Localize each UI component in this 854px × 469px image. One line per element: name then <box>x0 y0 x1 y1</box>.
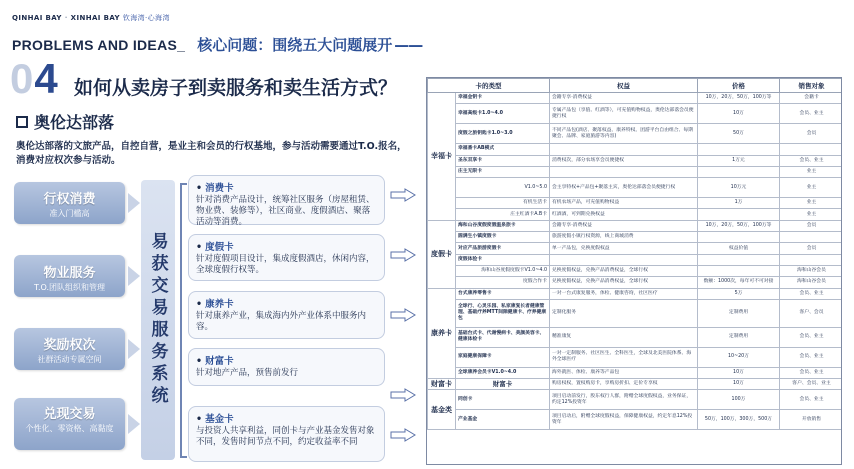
card-vacation <box>188 234 385 281</box>
table-cell-benefit <box>550 144 698 155</box>
table-cell-benefit: 专属产品包（享值、红酒等），可充值购物权益，奥伦达部落会员便捷行权 <box>550 104 698 124</box>
table-row <box>428 209 843 220</box>
table-row <box>428 93 843 104</box>
arrow-right-icon <box>128 414 140 434</box>
table-category-cell: 康养卡 <box>428 288 456 379</box>
table-cell-name: V1.0~5.0 <box>456 178 550 198</box>
table-cell-price <box>698 144 780 155</box>
table-cell-target: 海和山谷会员 <box>780 265 843 276</box>
section-heading <box>12 34 422 55</box>
table-cell-benefit: 一对一台式康复服务，体检、健康咨询，社区医疗 <box>550 288 698 299</box>
table-row <box>428 288 843 299</box>
page-question: 如何从卖房子到卖服务和卖生活方式？ <box>74 77 398 99</box>
table-cell-benefit: 项目启动前发行，股东权行人群，附赠全球度假权益，业务保证，约定12%投资年 <box>550 390 698 410</box>
brand-en-2: XINHAI BAY <box>70 14 120 22</box>
card-wealth <box>188 348 385 386</box>
club-title: 奥伦达部落 <box>34 113 115 132</box>
table-row <box>428 299 843 327</box>
section-heading-en: PROBLEMS AND IDEAS_ <box>12 37 186 53</box>
table-cell-target: 业主 <box>780 178 843 198</box>
table-cell-price: 10万，20万，50万，100万等 <box>698 220 780 231</box>
table-cell-name: 家庭健康保障卡 <box>456 347 550 367</box>
table-cell-benefit: 不同产品包(酒店、聚落权益、康养特权、团游平台自由组合、每期聚会、品牌、家庭旅游等内容) <box>550 124 698 144</box>
table-cell-name: 度假体验卡 <box>456 254 550 265</box>
table-header-cell: 价格 <box>698 79 780 93</box>
card-body: 针对康养产业，集成海内外产业体系中服务内容。 <box>196 311 367 332</box>
table-row <box>428 390 843 410</box>
table-cell-benefit: 旅游度假小镇行权资源，线上商城消费 <box>550 232 698 243</box>
left-block-title: 物业服务 <box>43 266 96 281</box>
table-row <box>428 410 843 430</box>
table-cell-name: 度假之旅钥匙卡1.0~3.0 <box>456 124 550 144</box>
section-heading-sub: 围绕五大问题展开 <box>272 36 393 54</box>
table-cell-name: 度假合作卡 <box>456 277 550 288</box>
table-cell-target: 会员 <box>780 220 843 231</box>
brand-en: QINHAI BAY <box>12 14 62 22</box>
table-row <box>428 254 843 265</box>
card-title: 基金卡 <box>205 414 234 425</box>
table-cell-name: 圆满生小镇度假卡 <box>456 232 550 243</box>
table-cell-benefit: 消费权次，部分农场享会员便捷权 <box>550 155 698 166</box>
table-row <box>428 104 843 124</box>
table-cell-target: 会员、业主 <box>780 390 843 410</box>
table-cell-target: 会员、业主 <box>780 367 843 378</box>
card-title: 消费卡 <box>205 183 234 194</box>
table-cell-name: 台式康养零售卡 <box>456 288 550 299</box>
table-cell-price: 10万 <box>698 104 780 124</box>
table-category-cell: 财富卡 <box>428 379 456 390</box>
table-row <box>428 220 843 231</box>
table-cell-target: 开放销售 <box>780 410 843 430</box>
bullet-icon: • <box>196 414 203 425</box>
card-table-grid <box>427 78 842 430</box>
table-row <box>428 327 843 347</box>
table-cell-benefit: 红酒酒，可到期兑换权益 <box>550 209 698 220</box>
outline-arrow-icon <box>390 188 416 202</box>
table-cell-benefit: 有机农场产品，可充值购物权益 <box>550 198 698 209</box>
left-block-consume <box>14 182 125 224</box>
section-number <box>10 55 59 102</box>
table-cell-benefit <box>550 166 698 177</box>
table-cell-price: 10万 <box>698 367 780 378</box>
table-cell-target: 业主 <box>780 198 843 209</box>
table-cell-target: 业主 <box>780 166 843 177</box>
table-cell-target: 客户、会员 <box>780 299 843 327</box>
bullet-icon: • <box>196 242 203 253</box>
table-cell-price <box>698 232 780 243</box>
card-fund <box>188 406 385 462</box>
left-block-redeem <box>14 398 125 450</box>
brand-cn: 钦海湾·心海湾 <box>122 14 170 22</box>
table-cell-name: 幸福高级卡1.0~4.0 <box>456 104 550 124</box>
card-title: 度假卡 <box>205 242 234 253</box>
bullet-icon: • <box>196 356 203 367</box>
table-category-cell: 基金类 <box>428 390 456 430</box>
table-cell-price: 5万 <box>698 288 780 299</box>
table-cell-target: 会员、业主 <box>780 327 843 347</box>
bracket-divider <box>180 183 187 458</box>
table-cell-benefit: 项目启动后，附赠全球度假权益，保障健康权益，约定年息12%投资年 <box>550 410 698 430</box>
table-cell-price <box>698 254 780 265</box>
left-block-sub: 社群活动专属空间 <box>37 355 102 364</box>
arrow-right-icon <box>128 266 140 286</box>
section-number-zero: 0 <box>10 55 35 102</box>
table-category-cell: 度假卡 <box>428 220 456 288</box>
table-row <box>428 144 843 155</box>
table-cell-price: 10万元 <box>698 178 780 198</box>
table-cell-benefit <box>550 254 698 265</box>
table-cell-price: 10万，20万，50万，100万等 <box>698 93 780 104</box>
table-row <box>428 232 843 243</box>
table-cell-name: 全球行、心灵乐园、私家康复长者健康管理、基础疗养MTT间隙健康卡、疗养健康包 <box>456 299 550 327</box>
section-heading-cn: 核心问题： <box>197 36 273 54</box>
left-block-reward <box>14 328 125 370</box>
card-title: 康养卡 <box>205 299 234 310</box>
bullet-icon: • <box>196 183 203 194</box>
table-cell-name: 庄主无限卡 <box>456 166 550 177</box>
arrow-right-icon <box>128 339 140 359</box>
table-row <box>428 243 843 254</box>
card-health <box>188 291 385 339</box>
card-table <box>426 77 842 465</box>
table-row <box>428 277 843 288</box>
table-cell-benefit: 会籍专享·消费权益 <box>550 93 698 104</box>
left-block-title: 兑现交易 <box>43 407 96 422</box>
table-cell-target: 会员 <box>780 124 843 144</box>
section-number-four: 4 <box>34 55 59 102</box>
table-row <box>428 166 843 177</box>
table-cell-target: 客户、会员、业主 <box>780 379 843 390</box>
table-header-row <box>428 79 843 93</box>
table-cell-price: 50万 <box>698 124 780 144</box>
table-cell-benefit: 购房权权，置权购房卡，享购房折扣、定价专享权 <box>550 379 698 390</box>
vertical-label: 易获交易服务系统 <box>147 232 168 408</box>
table-cell-name: 全球康养会员卡V1.0~4.0 <box>456 367 550 378</box>
table-row <box>428 265 843 276</box>
table-cell-price: 权益价值 <box>698 243 780 254</box>
table-cell-name: 有机生活卡 <box>456 198 550 209</box>
table-header-cell: 权益 <box>550 79 698 93</box>
left-block-sub: T.O.团队组织和管理 <box>34 283 105 292</box>
outline-arrow-icon <box>390 308 416 322</box>
table-cell-benefit: 精准康复 <box>550 327 698 347</box>
outline-arrow-icon <box>390 428 416 442</box>
outline-arrow-icon <box>390 248 416 262</box>
table-header-cell: 卡的类型 <box>428 79 550 93</box>
table-row <box>428 347 843 367</box>
table-cell-price: 10万 <box>698 379 780 390</box>
table-row <box>428 198 843 209</box>
table-row <box>428 379 843 390</box>
table-cell-benefit: 兑换度假权益，兑换产品消费权益，全球行权 <box>550 277 698 288</box>
table-cell-price: 定制费用 <box>698 327 780 347</box>
card-body: 针对地产产品，预售前发行 <box>196 368 299 378</box>
outline-arrow-icon <box>390 388 416 402</box>
table-cell-target: 会员、业主 <box>780 347 843 367</box>
table-cell-price <box>698 265 780 276</box>
table-cell-price: 50万，100万，300万，500万 <box>698 410 780 430</box>
checkbox-square-icon <box>16 116 28 128</box>
table-cell-name: 幸福番卡AB模式 <box>456 144 550 155</box>
table-cell-price: 10~20万 <box>698 347 780 367</box>
table-cell-price <box>698 209 780 220</box>
table-cell-target: 业主 <box>780 209 843 220</box>
table-cell-benefit: 定制化服务 <box>550 299 698 327</box>
club-heading <box>16 110 114 133</box>
table-header-cell: 销售对象 <box>780 79 843 93</box>
table-row <box>428 178 843 198</box>
table-cell-benefit: 一对一定制服务、社区医生、全科医生，全球及北美医院体系、海外全球医疗 <box>550 347 698 367</box>
bullet-icon: • <box>196 299 203 310</box>
table-cell-price <box>698 166 780 177</box>
table-cell-target: 海和山谷会员 <box>780 277 843 288</box>
left-block-sub: 准入门槛高 <box>49 209 90 218</box>
left-block-title: 行权消费 <box>43 192 96 207</box>
section-heading-dash: —— <box>394 36 423 54</box>
table-cell-name: 幸福金钥卡 <box>456 93 550 104</box>
brand-line <box>12 13 170 23</box>
table-cell-benefit: 海外就医、体检、康养等产品包 <box>550 367 698 378</box>
table-category-cell: 幸福卡 <box>428 93 456 221</box>
table-cell-name: 庄主红酒卡A.B卡 <box>456 209 550 220</box>
table-cell-target <box>780 254 843 265</box>
table-cell-price: 100万 <box>698 390 780 410</box>
table-cell-target: 会员 <box>780 243 843 254</box>
vertical-label-box <box>141 180 175 460</box>
table-cell-target <box>780 232 843 243</box>
table-cell-target: 会籍卡 <box>780 93 843 104</box>
table-cell-name: 对应产品旅游度假卡 <box>456 243 550 254</box>
card-title: 财富卡 <box>205 356 234 367</box>
table-cell-benefit: 兑换度假权益，兑换产品消费权益，全球行权 <box>550 265 698 276</box>
card-consume <box>188 175 385 225</box>
table-row <box>428 124 843 144</box>
arrow-right-icon <box>128 193 140 213</box>
club-description: 奥伦达部落的文旅产品，自控自营，是业主和会员的行权基地，参与活动需要通过T.O.报名，消费对应权次参与活动。 <box>16 141 407 166</box>
table-cell-name: 财富卡 <box>456 379 550 390</box>
table-cell-name: 圣东双享卡 <box>456 155 550 166</box>
table-row <box>428 155 843 166</box>
table-cell-benefit: 会籍专享·消费权益 <box>550 220 698 231</box>
table-cell-target: 会员、业主 <box>780 155 843 166</box>
table-cell-price: 1万元 <box>698 155 780 166</box>
table-cell-name: 产业基金 <box>456 410 550 430</box>
table-cell-name: 海和山谷度假度假卡V1.0~4.0 <box>456 265 550 276</box>
table-cell-target: 会员、业主 <box>780 104 843 124</box>
card-body: 针对度假项目设计，集成度假酒店，休闲内容，全球度假行权等。 <box>196 254 375 275</box>
table-cell-target: 会员、业主 <box>780 288 843 299</box>
table-cell-price: 1万 <box>698 198 780 209</box>
card-body: 与投资人共享利益，同创卡与产业基金发售对象不同，发售时间节点不同，约定收益率不同 <box>196 426 375 447</box>
table-cell-target <box>780 144 843 155</box>
left-block-title: 奖励权次 <box>43 338 96 353</box>
table-cell-price: 定制费用 <box>698 299 780 327</box>
table-cell-benefit: 会主享特权+产品包+聚落主宾，奥伦达部落会员便捷行权 <box>550 178 698 198</box>
table-cell-name: 基础台式卡、代谢慢病卡、美颜美容卡、健康体检卡 <box>456 327 550 347</box>
table-row <box>428 367 843 378</box>
left-block-property <box>14 255 125 297</box>
card-body: 针对消费产品设计，统筹社区服务（房屋租赁、物业费、装修等），社区商业、度假酒店、聚落活动等消费。 <box>196 195 375 227</box>
brand-separator: · <box>64 14 68 22</box>
table-cell-name: 海和山谷度假度假温泉旅卡 <box>456 220 550 231</box>
table-cell-benefit: 单一产品包，兑换度假权益 <box>550 243 698 254</box>
left-block-sub: 个性化、零资格、高黏度 <box>25 424 114 433</box>
table-cell-name: 同创卡 <box>456 390 550 410</box>
table-cell-price: 数额：1000次，每年可不可对接 <box>698 277 780 288</box>
